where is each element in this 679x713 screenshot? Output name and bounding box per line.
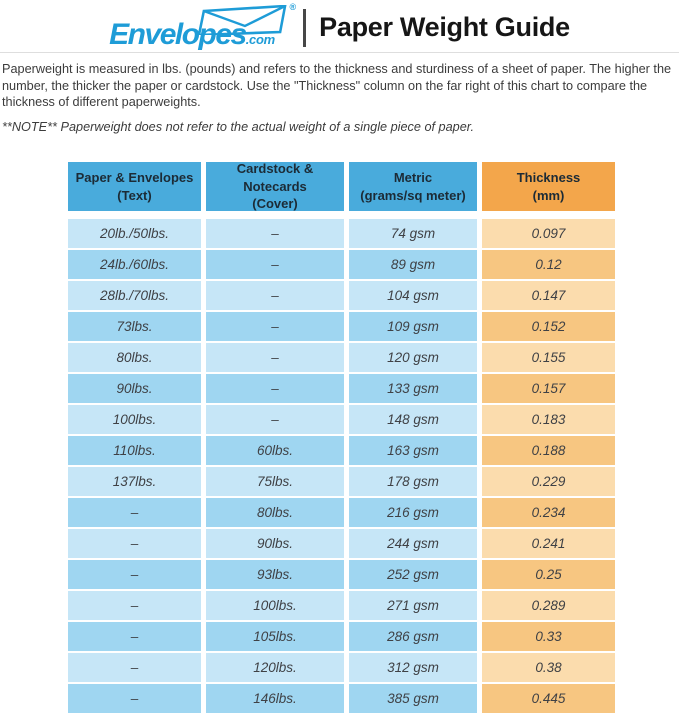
table-cell: 244 gsm (349, 529, 477, 558)
table-cell: 178 gsm (349, 467, 477, 496)
column-header-thickness (482, 162, 615, 211)
table-cell: 28lb./70lbs. (68, 281, 201, 310)
table-cell: 90lbs. (68, 374, 201, 403)
table-row (68, 591, 615, 620)
table-cell: 133 gsm (349, 374, 477, 403)
table-cell: 148 gsm (349, 405, 477, 434)
table-cell: 0.188 (482, 436, 615, 465)
table-cell: – (206, 405, 344, 434)
table-cell: 312 gsm (349, 653, 477, 682)
column-header-line1: Metric (393, 169, 433, 185)
table-cell: 105lbs. (206, 622, 344, 651)
table-cell: 75lbs. (206, 467, 344, 496)
table-cell: 0.157 (482, 374, 615, 403)
table-row (68, 281, 615, 310)
header-rule (0, 52, 679, 53)
table-cell: 0.38 (482, 653, 615, 682)
table-cell: 286 gsm (349, 622, 477, 651)
envelopes-logo (109, 1, 297, 52)
table-cell: – (206, 250, 344, 279)
table-row (68, 560, 615, 589)
masthead-divider (303, 9, 306, 47)
table-cell: 20lb./50lbs. (68, 219, 201, 248)
table-cell: 0.25 (482, 560, 615, 589)
table-cell: 24lb./60lbs. (68, 250, 201, 279)
table-cell: 252 gsm (349, 560, 477, 589)
table-row (68, 653, 615, 682)
table-header-row (68, 162, 615, 211)
table-cell: 109 gsm (349, 312, 477, 341)
column-header-line2: (Cover) (252, 196, 298, 212)
intro-note: **NOTE** Paperweight does not refer to the actual weight of a single piece of paper. (2, 119, 475, 134)
table-row (68, 250, 615, 279)
table-row (68, 622, 615, 651)
table-row (68, 312, 615, 341)
masthead (0, 0, 679, 50)
table-cell: 0.445 (482, 684, 615, 713)
table-cell: 385 gsm (349, 684, 477, 713)
table-cell: 0.241 (482, 529, 615, 558)
registered-trademark-icon: ® (289, 1, 297, 12)
table-row (68, 219, 615, 248)
table-cell: 0.229 (482, 467, 615, 496)
table-cell: 100lbs. (206, 591, 344, 620)
column-header-metric (349, 162, 477, 211)
table-cell: 0.12 (482, 250, 615, 279)
column-header-line1: Paper & Envelopes (75, 169, 194, 185)
table-cell: 0.097 (482, 219, 615, 248)
table-cell: 60lbs. (206, 436, 344, 465)
table-cell: – (206, 281, 344, 310)
table-cell: 137lbs. (68, 467, 201, 496)
table-cell: 90lbs. (206, 529, 344, 558)
table-cell: 163 gsm (349, 436, 477, 465)
table-cell: 80lbs. (206, 498, 344, 527)
logo-brand-text: Envelopes (109, 17, 246, 51)
logo-tld-text: .com (245, 31, 275, 47)
table-cell: 120 gsm (349, 343, 477, 372)
table-cell: 0.289 (482, 591, 615, 620)
table-cell: 104 gsm (349, 281, 477, 310)
table-cell: 216 gsm (349, 498, 477, 527)
intro-paragraph: Paperweight is measured in lbs. (pounds) and refers to the thickness and sturdiness of a sheet of paper. The higher the number, the thicker the paper or cardstock. Use the "Thickness" column on the far right of this chart to compare the thickness of different paperweights. (2, 62, 672, 109)
column-header-cardstock-notecards (206, 162, 344, 211)
table-cell: 0.234 (482, 498, 615, 527)
table-cell: – (206, 312, 344, 341)
table-row (68, 529, 615, 558)
table-cell: 0.152 (482, 312, 615, 341)
table-cell: 146lbs. (206, 684, 344, 713)
table-cell: – (206, 374, 344, 403)
table-cell: – (68, 498, 201, 527)
table-row (68, 374, 615, 403)
table-body (68, 219, 615, 713)
table-cell: 0.33 (482, 622, 615, 651)
table-cell: 120lbs. (206, 653, 344, 682)
table-row (68, 343, 615, 372)
table-row (68, 498, 615, 527)
column-header-line1: Cardstock & Notecards (236, 161, 314, 194)
table-cell: 93lbs. (206, 560, 344, 589)
table-cell: 271 gsm (349, 591, 477, 620)
column-header-line1: Thickness (516, 169, 581, 185)
table-cell: – (68, 560, 201, 589)
table-cell: 110lbs. (68, 436, 201, 465)
column-header-line2: (grams/sq meter) (360, 187, 466, 203)
column-header-paper-envelopes (68, 162, 201, 211)
table-cell: – (68, 591, 201, 620)
table-cell: 100lbs. (68, 405, 201, 434)
table-cell: 80lbs. (68, 343, 201, 372)
table-cell: 0.183 (482, 405, 615, 434)
table-cell: – (68, 529, 201, 558)
column-header-line2: (Text) (117, 187, 152, 203)
table-cell: – (206, 219, 344, 248)
logo-wordmark (109, 18, 275, 52)
column-header-line2: (mm) (532, 187, 565, 203)
table-cell: 73lbs. (68, 312, 201, 341)
table-cell: – (68, 653, 201, 682)
table-cell: – (206, 343, 344, 372)
table-cell: 89 gsm (349, 250, 477, 279)
table-cell: – (68, 684, 201, 713)
table-row (68, 684, 615, 713)
table-cell: – (68, 622, 201, 651)
paper-weight-table (68, 162, 615, 713)
table-row (68, 436, 615, 465)
table-row (68, 405, 615, 434)
table-cell: 0.155 (482, 343, 615, 372)
table-cell: 0.147 (482, 281, 615, 310)
page-title: Paper Weight Guide (319, 12, 570, 42)
table-cell: 74 gsm (349, 219, 477, 248)
table-row (68, 467, 615, 496)
